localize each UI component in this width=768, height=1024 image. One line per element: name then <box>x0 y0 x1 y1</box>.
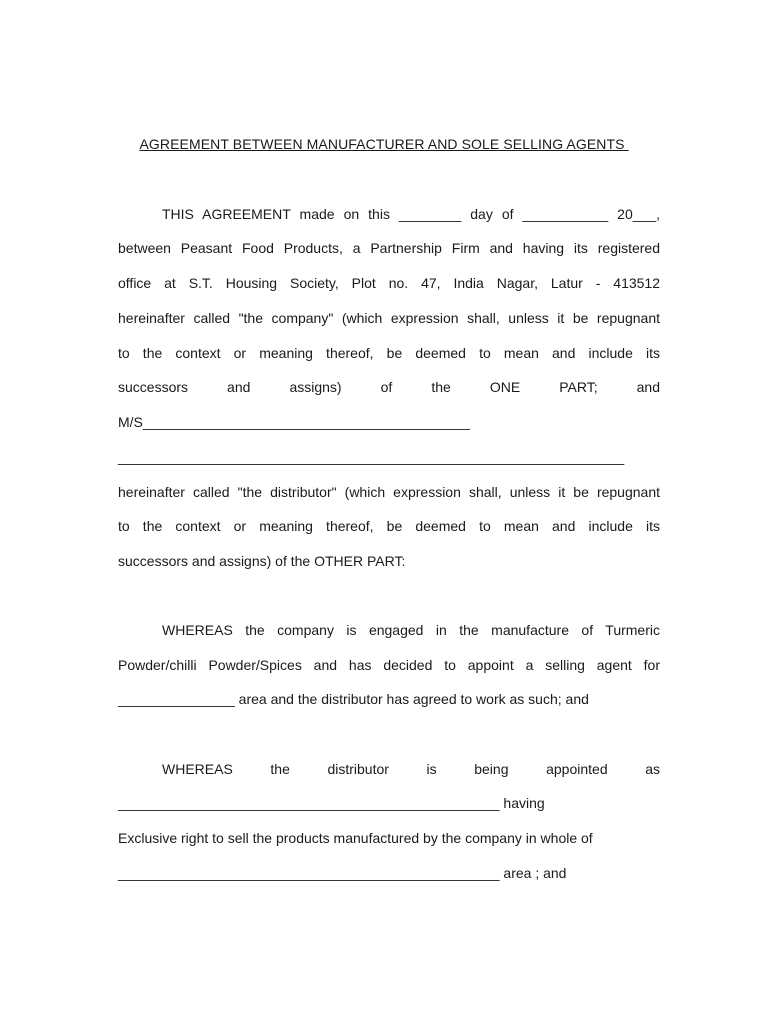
paragraph-line-4: hereinafter called "the company" (which expression shall, unless it be repugnant <box>118 310 660 326</box>
paragraph-line-17: Exclusive right to sell the products manufactured by the company in whole of <box>118 830 593 846</box>
paragraph-line-9: hereinafter called "the distributor" (which expression shall, unless it be repugnant <box>118 484 660 500</box>
document-title: AGREEMENT BETWEEN MANUFACTURER AND SOLE SELLING AGENTS <box>139 136 629 152</box>
paragraph-line-3: office at S.T. Housing Society, Plot no. 47, India Nagar, Latur - 413512 <box>118 275 660 291</box>
paragraph-line-7: M/S__________________________________________ <box>118 414 470 430</box>
paragraph-line-6: successors and assigns) of the ONE PART; and <box>118 379 660 395</box>
paragraph-line-14: _______________ area and the distributor has agreed to work as such; and <box>118 691 589 707</box>
paragraph-line-5: to the context or meaning thereof, be deemed to mean and include its <box>118 345 660 361</box>
paragraph-line-2: between Peasant Food Products, a Partnership Firm and having its registered <box>118 240 660 256</box>
paragraph-line-10: to the context or meaning thereof, be deemed to mean and include its <box>118 518 660 534</box>
paragraph-line-18: _________________________________________________ area ; and <box>118 865 567 881</box>
paragraph-line-12: WHEREAS the company is engaged in the manufacture of Turmeric <box>162 622 660 638</box>
paragraph-line-1: THIS AGREEMENT made on this ________ day of ___________ 20___, <box>162 206 660 222</box>
paragraph-line-8: _________________________________________________________________ <box>118 449 625 465</box>
paragraph-line-11: successors and assigns) of the OTHER PART: <box>118 553 406 569</box>
paragraph-line-13: Powder/chilli Powder/Spices and has decided to appoint a selling agent for <box>118 657 660 673</box>
paragraph-line-15: WHEREAS the distributor is being appointed as <box>162 761 660 777</box>
paragraph-line-16: _________________________________________________ having <box>118 795 545 811</box>
